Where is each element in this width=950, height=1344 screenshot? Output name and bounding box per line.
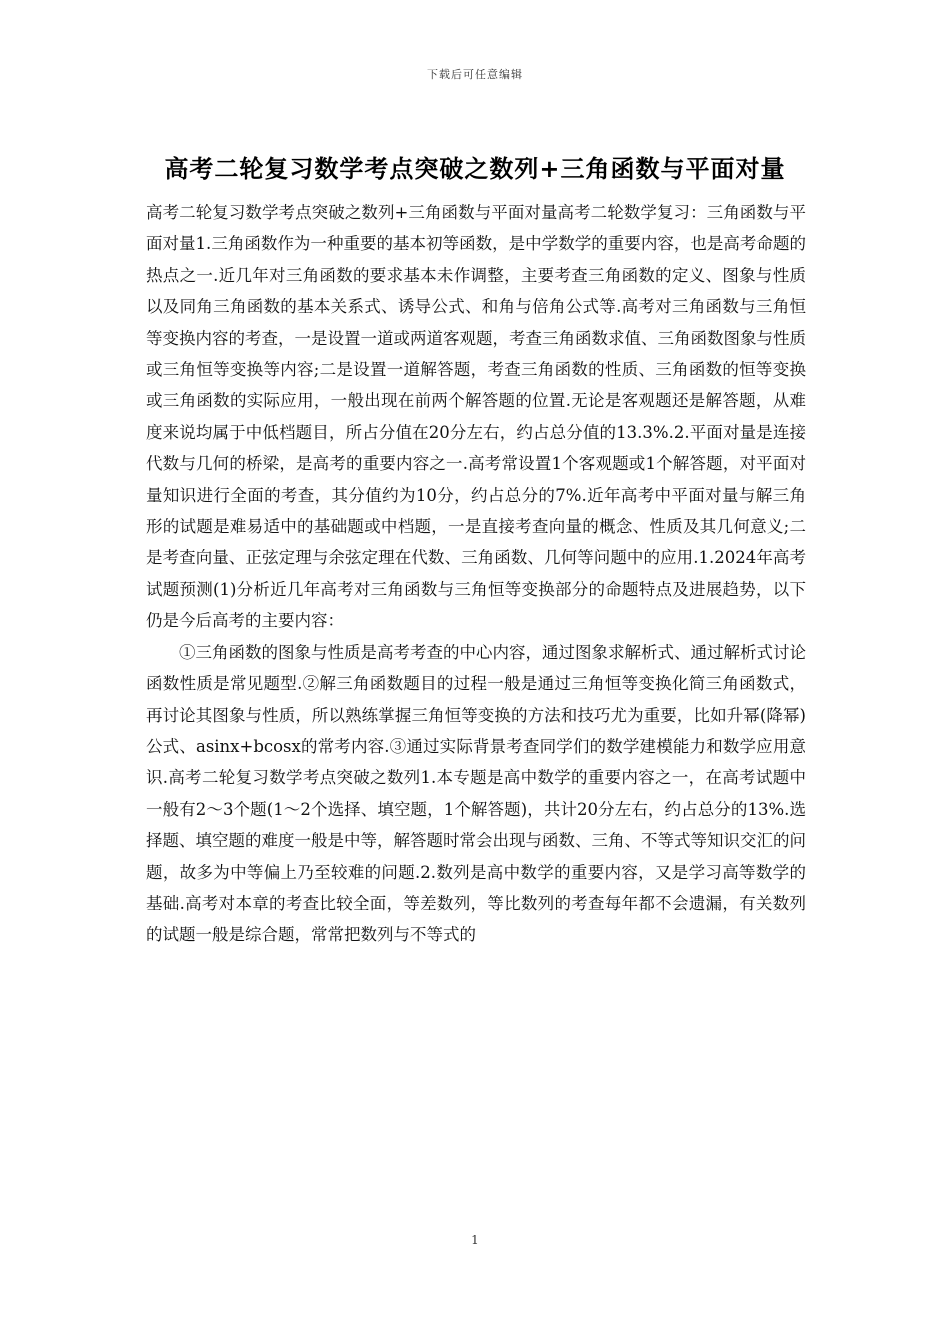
page-header: 下载后可任意编辑 xyxy=(427,68,523,81)
page-number: 1 xyxy=(471,1233,479,1247)
body-paragraph-1: 高考二轮复习数学考点突破之数列+三角函数与平面对量高考二轮数学复习：三角函数与平面对量1.三角函数作为一种重要的基本初等函数，是中学数学的重要内容，也是高考命题的热点之一.近几年对三角函数的要求基本未作调整，主要考查三角函数的定义、图象与性质以及同角三角函数的基本关系式、诱导公式、和角与倍角公式等.高考对三角函数与三角恒等变换内容的考查，一是设置一道或两道客观题，考查三角函数求值、三角函数图象与性质或三角恒等变换等内容;二是设置一道解答题，考查三角函数的性质、三角函数的恒等变换或三角函数的实际应用，一般出现在前两个解答题的位置.无论是客观题还是解答题，从难度来说均属于中低档题目，所占分值在20分左右，约占总分值的13.3%.2.平面对量是连接代数与几何的桥梁，是高考的重要内容之一.高考常设置1个客观题或1个解答题，对平面对量知识进行全面的考查，其分值约为10分，约占总分的7%.近年高考中平面对量与解三角形的试题是难易适中的基础题或中档题，一是直接考查向量的概念、性质及其几何意义;二是考查向量、正弦定理与余弦定理在代数、三角函数、几何等问题中的应用.1.2024年高考试题预测(1)分析近几年高考对三角函数与三角恒等变换部分的命题特点及进展趋势，以下仍是今后高考的主要内容： xyxy=(146,203,806,631)
body-paragraph-2: ①三角函数的图象与性质是高考考查的中心内容，通过图象求解析式、通过解析式讨论函数性质是常见题型.②解三角函数题目的过程一般是通过三角恒等变换化简三角函数式，再讨论其图象与性质，所以熟练掌握三角恒等变换的方法和技巧尤为重要，比如升幂(降幂)公式、asinx+bcosx的常考内容.③通过实际背景考查同学们的数学建模能力和数学应用意识.高考二轮复习数学考点突破之数列1.本专题是高中数学的重要内容之一，在高考试题中一般有2～3个题(1～2个选择、填空题，1个解答题)，共计20分左右，约占总分的13%.选择题、填空题的难度一般是中等，解答题时常会出现与函数、三角、不等式等知识交汇的问题，故多为中等偏上乃至较难的问题.2.数列是高中数学的重要内容，又是学习高等数学的基础.高考对本章的考查比较全面，等差数列，等比数列的考查每年都不会遗漏，有关数列的试题一般是综合题，常常把数列与不等式的 xyxy=(146,642,806,945)
document-body xyxy=(146,197,806,951)
document-title: 高考二轮复习数学考点突破之数列+三角函数与平面对量 xyxy=(164,154,786,183)
